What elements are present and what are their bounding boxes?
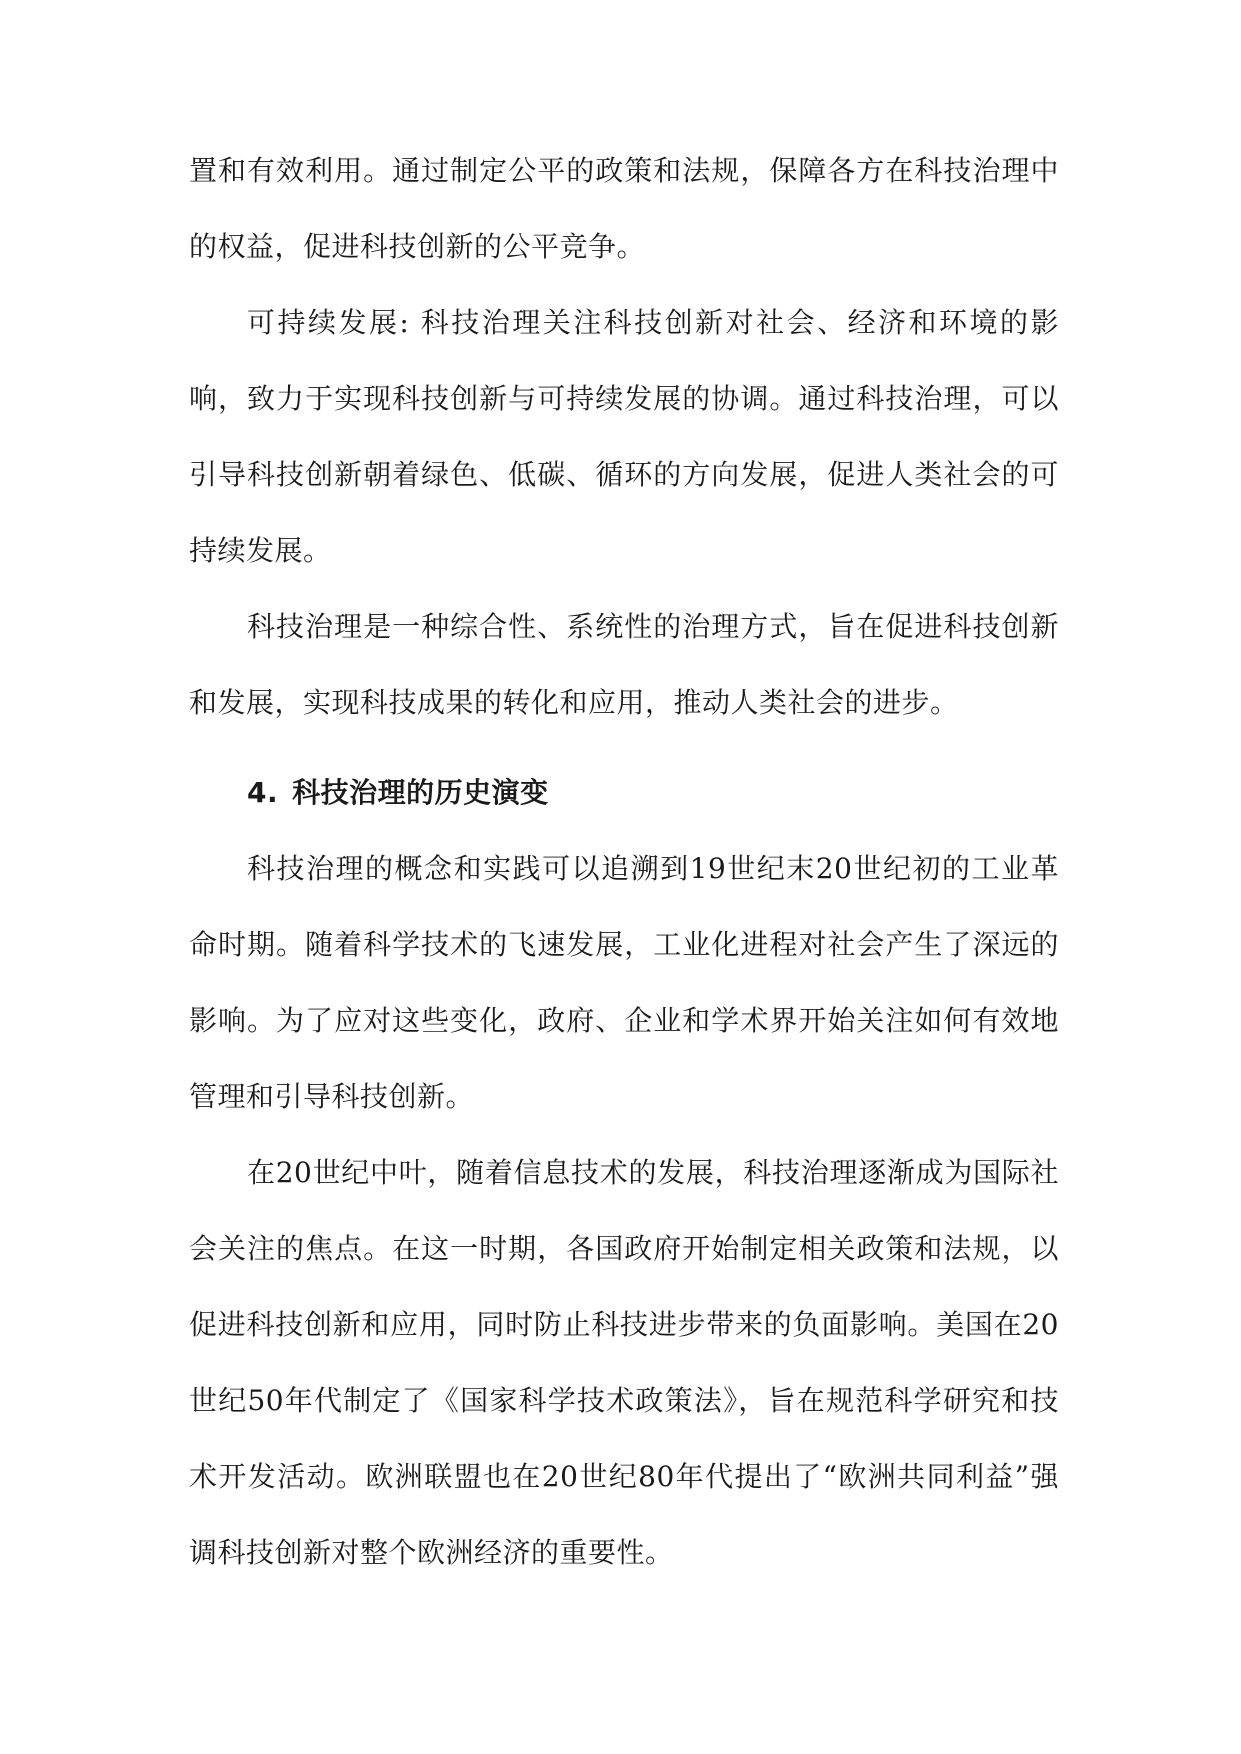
document-body	[189, 133, 1059, 1591]
paragraph-continued: 置和有效利用。通过制定公平的政策和法规，保障各方在科技治理中的权益，促进科技创新的公平竞争。	[189, 154, 1059, 263]
paragraph-history-20th-century: 在20世纪中叶，随着信息技术的发展，科技治理逐渐成为国际社会关注的焦点。在这一时期，各国政府开始制定相关政策和法规，以促进科技创新和应用，同时防止科技进步带来的负面影响。美国在20世纪50年代制定了《国家科学技术政策法》，旨在规范科学研究和技术开发活动。欧洲联盟也在20世纪80年代提出了“欧洲共同利益”强调科技创新对整个欧洲经济的重要性。	[189, 1156, 1059, 1569]
paragraph-history-origins: 科技治理的概念和实践可以追溯到19世纪末20世纪初的工业革命时期。随着科学技术的飞速发展，工业化进程对社会产生了深远的影响。为了应对这些变化，政府、企业和学术界开始关注如何有效地管理和引导科技创新。	[189, 852, 1059, 1113]
section-title: 科技治理的历史演变	[292, 776, 549, 809]
paragraph-sustainable-development: 可持续发展: 科技治理关注科技创新对社会、经济和环境的影响，致力于实现科技创新与可持续发展的协调。通过科技治理，可以引导科技创新朝着绿色、低碳、循环的方向发展，促进人类社会的可持续发展。	[189, 306, 1059, 567]
paragraph-governance-summary: 科技治理是一种综合性、系统性的治理方式，旨在促进科技创新和发展，实现科技成果的转化和应用，推动人类社会的进步。	[189, 610, 1059, 719]
section-number: 4.	[247, 776, 279, 809]
section-heading	[189, 755, 1059, 831]
